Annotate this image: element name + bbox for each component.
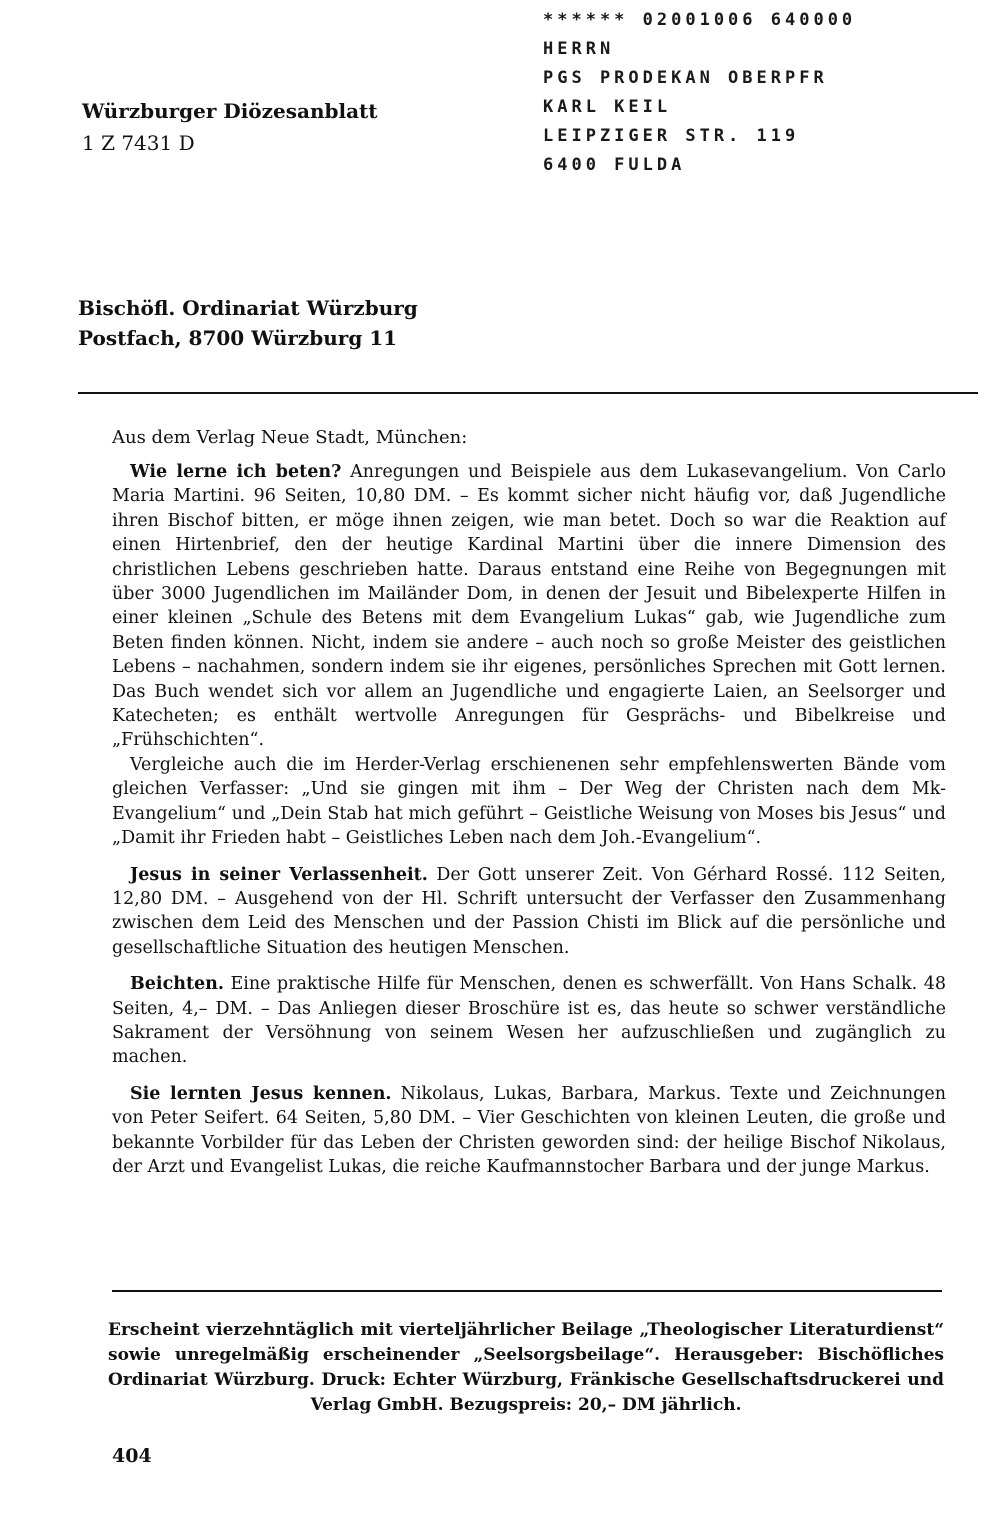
review-text: Der Gott unserer Zeit. Von Gérhard Rossé. 112 Seiten, 12,80 DM. – Ausgehend von der Hl. Schrift untersucht der Verfasser den Zusammenhang zwischen dem Leid des Menschen und der Passion Chisti im Blick auf die persönliche und gesellschaftliche Situation des heutigen Menschen.: [112, 864, 946, 958]
address-line: HERRN: [543, 39, 615, 59]
page-number: 404: [112, 1445, 152, 1467]
review-paragraph: [112, 1082, 946, 1180]
review-paragraph: [112, 972, 946, 1070]
reviews-section: [112, 460, 946, 1191]
address-line: 6400 FULDA: [543, 155, 686, 175]
bottom-divider: [112, 1290, 942, 1292]
address-line: LEIPZIGER STR. 119: [543, 126, 800, 146]
review-text: Vergleiche auch die im Herder-Verlag erschienenen sehr empfehlenswerten Bände vom gleichen Verfasser: „Und sie gingen mit ihm – Der Weg der Christen nach dem Mk-Evangelium“ und „Dein Stab hat mich geführt – Geistliche Weisung von Moses bis Jesus“ und „Damit ihr Frieden habt – Geistliches Leben nach dem Joh.-Evangelium“.: [112, 754, 946, 849]
review-title: Beichten.: [130, 974, 224, 995]
publication-name: Würzburger Diözesanblatt: [82, 99, 378, 123]
address-line: KARL KEIL: [543, 97, 672, 117]
imprint-footer: Erscheint vierzehntäglich mit vierteljährlicher Beilage „Theologischer Literaturdienst“ sowie unregelmäßig erscheinender „Seelsorgsbeilage“. Herausgeber: Bischöfliches Ordinariat Würzburg. Druck: Echter Würzburg, Fränkische Gesellschaftsdruckerei und Verlag GmbH. Bezugspreis: 20,– DM jährlich.: [108, 1320, 944, 1415]
review-paragraph: [112, 460, 946, 753]
sender-line-2: Postfach, 8700 Würzburg 11: [78, 326, 398, 350]
publisher-intro: Aus dem Verlag Neue Stadt, München:: [112, 427, 468, 448]
review-title: Wie lerne ich beten?: [130, 462, 342, 482]
address-label: [543, 6, 856, 180]
publication-code: 1 Z 7431 D: [82, 131, 195, 155]
review-title: Sie lernten Jesus kennen.: [130, 1083, 392, 1104]
review-text: Nikolaus, Lukas, Barbara, Markus. Texte und Zeichnungen von Peter Seifert. 64 Seiten, 5,80 DM. – Vier Geschichten von kleinen Leuten, die große und bekannte Vorbilder für das Leben der Christen geworden sind: der heilige Bischof Nikolaus, der Arzt und Evangelist Lukas, die reiche Kaufmannstocher Barbara und der junge Markus.: [112, 1083, 946, 1177]
sender-line-1: Bischöfl. Ordinariat Würzburg: [78, 296, 418, 320]
review-text: Eine praktische Hilfe für Menschen, denen es schwerfällt. Von Hans Schalk. 48 Seiten, 4,– DM. – Das Anliegen dieser Broschüre ist es, das heute so schwer verständliche Sakrament der Versöhnung von seinem Wesen her aufzuschließen und zugänglich zu machen.: [112, 974, 946, 1068]
review-text: Anregungen und Beispiele aus dem Lukasevangelium. Von Carlo Maria Martini. 96 Seiten, 10,80 DM. – Es kommt sicher nicht häufig vor, daß Jugendliche ihren Bischof bitten, er möge ihnen zeigen, wie man betet. Doch so war die Reaktion auf einen Hirtenbrief, den der heutige Kardinal Martini über die innere Dimension des christlichen Lebens geschrieben hatte. Daraus entstand eine Reihe von Begegnungen mit über 3000 Jugendlichen im Mailänder Dom, in denen der Jesuit und Bibelexperte Hilfen in einer kleinen „Schule des Betens mit dem Evangelium Lukas“ gab, wie Jugendliche zum Beten finden können. Nicht, indem sie andere – auch noch so große Meister des geistlichen Lebens – nachahmen, sondern indem sie ihr eigenes, persönliches Sprechen mit Gott lernen. Das Buch wendet sich vor allem an Jugendliche und engagierte Laien, an Seelsorger und Katecheten; es enthält wertvolle Anregungen für Gesprächs- und Bibelkreise und „Frühschichten“.: [112, 462, 947, 751]
address-line: ****** 02001006 640000: [543, 10, 857, 30]
top-divider: [78, 392, 978, 394]
review-paragraph: [112, 863, 946, 961]
address-line: PGS PRODEKAN OBERPFR: [543, 68, 828, 88]
sender-address: [78, 293, 418, 353]
review-paragraph: [112, 753, 946, 851]
review-title: Jesus in seiner Verlassenheit.: [130, 864, 428, 885]
